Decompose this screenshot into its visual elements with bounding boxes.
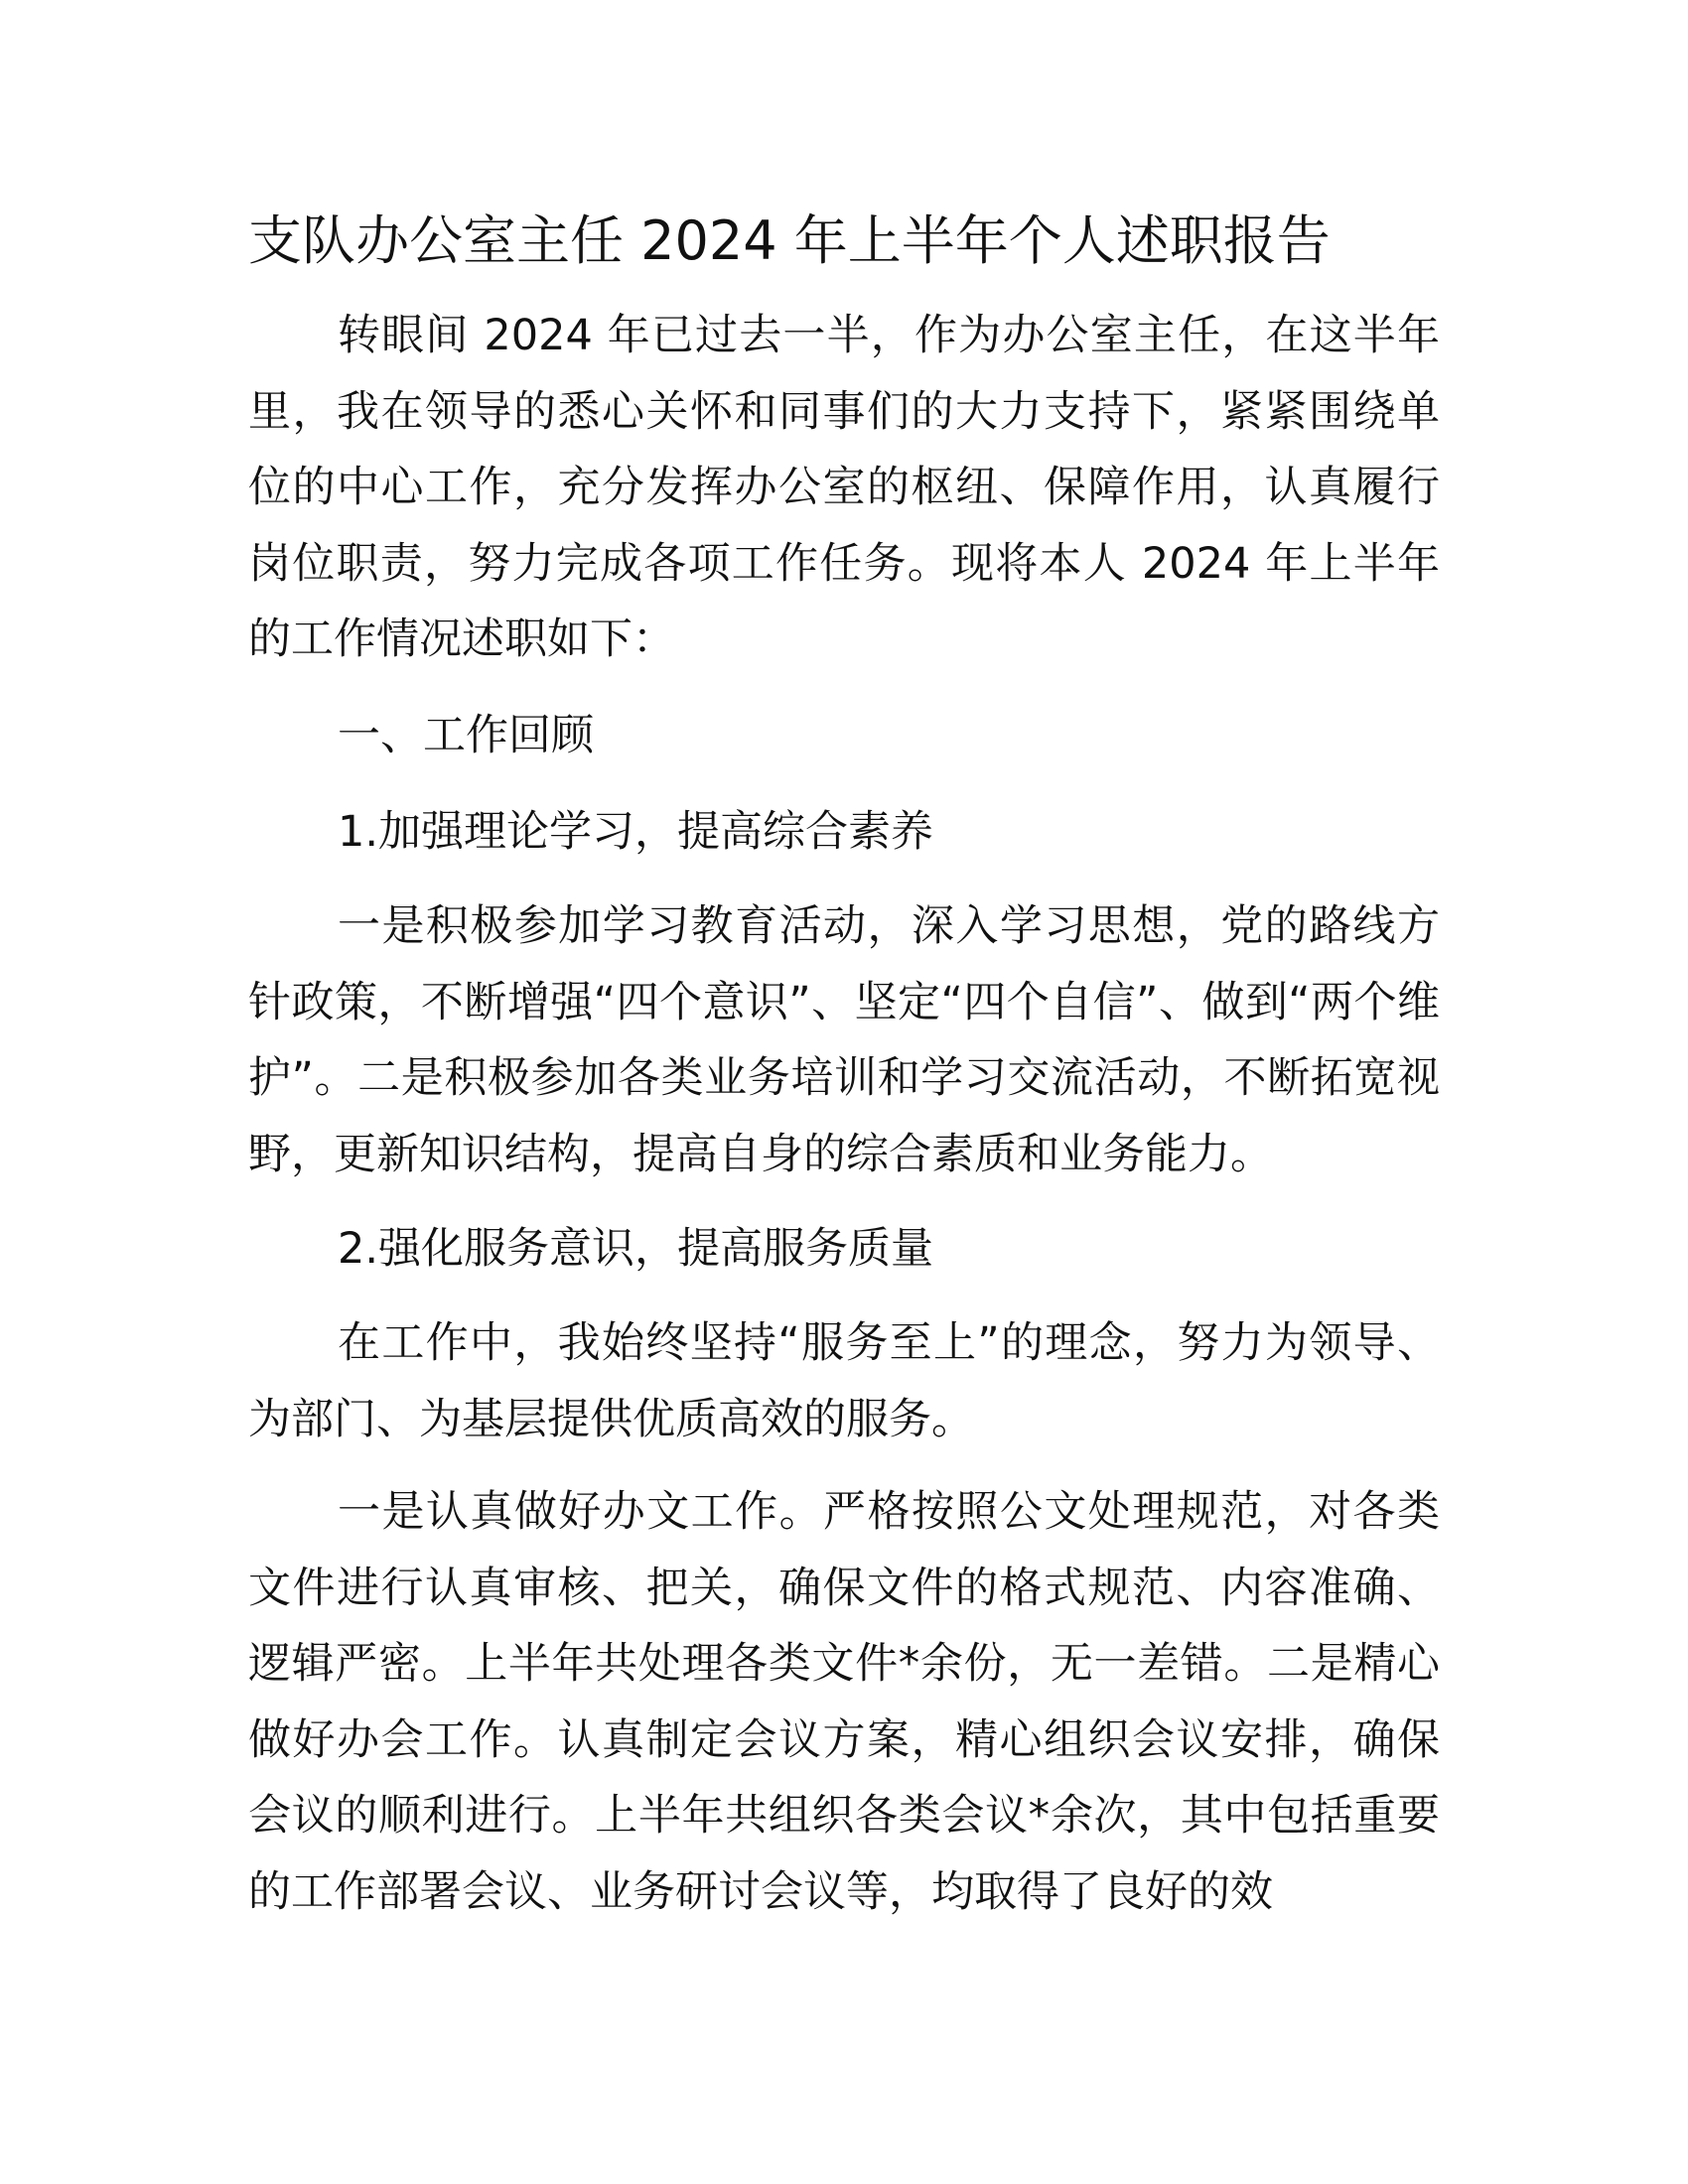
item-two-paragraph: 在工作中，我始终坚持“服务至上”的理念，努力为领导、为部门、为基层提供优质高效的服务。 (248, 1318, 1440, 1444)
item-one-paragraph: 一是积极参加学习教育活动，深入学习思想，党的路线方针政策，不断增强“四个意识”、坚定“四个自信”、做到“两个维护”。二是积极参加各类业务培训和学习交流活动，不断拓宽视野，更新知识结构，提高自身的综合素质和业务能力。 (248, 901, 1440, 1179)
item-one-heading: 1.加强理论学习，提高综合素养 (338, 807, 934, 857)
intro-paragraph: 转眼间 2024 年已过去一半，作为办公室主任，在这半年里，我在领导的悉心关怀和同事们的大力支持下，紧紧围绕单位的中心工作，充分发挥办公室的枢纽、保障作用，认真履行岗位职责，努力完成各项工作任务。现将本人 2024 年上半年的工作情况述职如下： (248, 311, 1440, 664)
section-one-heading: 一、工作回顾 (338, 711, 594, 760)
document-title: 支队办公室主任 2024 年上半年个人述职报告 (248, 209, 1331, 272)
item-two-heading: 2.强化服务意识，提高服务质量 (338, 1224, 934, 1274)
item-two-detail-paragraph: 一是认真做好办文工作。严格按照公文处理规范，对各类文件进行认真审核、把关，确保文件的格式规范、内容准确、逻辑严密。上半年共处理各类文件*余份，无一差错。二是精心做好办会工作。认真制定会议方案，精心组织会议安排，确保会议的顺利进行。上半年共组织各类会议*余次，其中包括重要的工作部署会议、业务研讨会议等，均取得了良好的效 (248, 1487, 1440, 1917)
